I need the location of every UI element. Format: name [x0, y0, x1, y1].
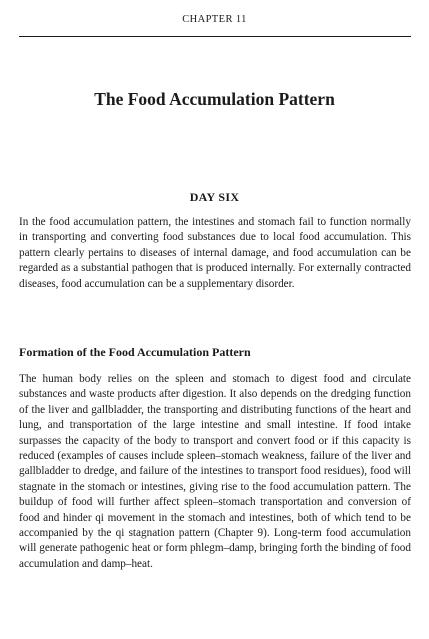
formation-paragraph: The human body relies on the spleen and stomach to digest food and circulate substances and waste products after digestion. It also depends on the dredging function of the liver and gallbladder, the transporting and distributing functions of the heart and lung, and transportation of the large intestine and small intestine. If food intake surpasses the capacity of the body to transport and convert food or if this capacity is reduced (examples of causes include spleen–stomach weakness, failure of the liver and gallbladder to dredge, and failure of the intestines to transport food residues), food will stagnate in the stomach or intestines, giving rise to the food accumulation pattern. The buildup of food will further affect spleen–stomach transportation and conversion of food and hinder qi movement in the stomach and intestines, both of which tend to be accompanied by the qi stagnation pattern (Chapter 9). Long-term food accumulation will generate pathogenic heat or form phlegm–damp, bringing forth the binding of food accumulation and damp–heat. [19, 373, 411, 570]
header-rule [19, 36, 411, 37]
section-heading: Formation of the Food Accumulation Pattern [19, 345, 251, 359]
day-heading: DAY SIX [189, 190, 240, 204]
chapter-title: The Food Accumulation Pattern [94, 89, 335, 109]
intro-paragraph: In the food accumulation pattern, the intestines and stomach fail to function normally in transporting and converting food substances due to local food accumulation. This pattern clearly pertains to diseases of internal damage, and food accumulation can be regarded as a substantial pathogen that is produced internally. For externally contracted diseases, food accumulation can be a supplementary disorder. [19, 216, 411, 290]
running-header: CHAPTER 11 [182, 14, 247, 25]
